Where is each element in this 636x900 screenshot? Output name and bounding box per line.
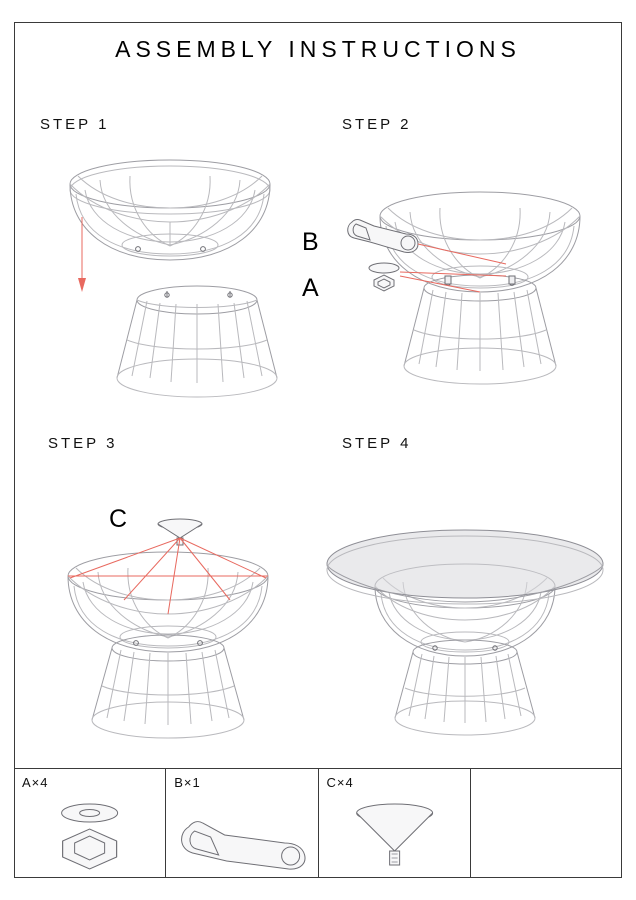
basket-bowl-part: [70, 160, 270, 260]
part-c-label: C×4: [326, 775, 354, 790]
step-1-illustration: [40, 150, 300, 410]
page-title: ASSEMBLY INSTRUCTIONS: [115, 36, 521, 62]
part-b-label: B×1: [174, 775, 201, 790]
washer-and-nut-icon: [14, 791, 165, 877]
legend-cell-empty: [471, 769, 622, 878]
assembled-frame-step2: [380, 192, 580, 384]
part-a-label: A×4: [22, 775, 49, 790]
assembly-arrow-down: [78, 217, 86, 292]
callout-letter-c: C: [109, 505, 128, 533]
glass-tabletop: [327, 530, 603, 604]
step-1-label: STEP 1: [40, 116, 110, 133]
wrench-icon: [166, 791, 317, 877]
step-4-illustration: [325, 520, 610, 740]
legend-cell-b: [166, 769, 318, 878]
legend-cell-a: [14, 769, 166, 878]
nut-washer-callout: [369, 263, 399, 291]
step-2-label: STEP 2: [342, 116, 412, 133]
cone-placement-lines: [68, 538, 268, 614]
callout-letter-b: B: [302, 228, 319, 256]
callout-letter-a: A: [302, 274, 319, 302]
glass-support-cone-icon: [319, 791, 470, 877]
wrench-tool-callout: [348, 220, 418, 253]
step-3-label: STEP 3: [48, 435, 118, 452]
assembled-frame-step3: [68, 552, 268, 738]
step-3-illustration: [40, 490, 300, 740]
step-4-label: STEP 4: [342, 435, 412, 452]
parts-legend: [14, 768, 622, 878]
step-2-illustration: [330, 180, 610, 410]
basket-base-part: [117, 286, 277, 397]
legend-cell-c: [319, 769, 471, 878]
